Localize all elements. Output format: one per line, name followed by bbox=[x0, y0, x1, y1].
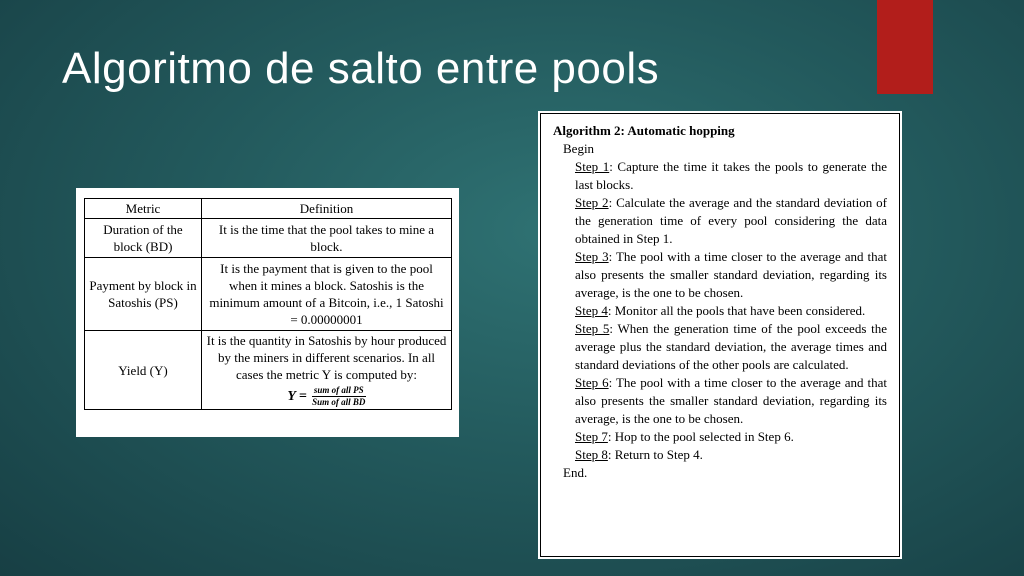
table-header-row bbox=[85, 199, 452, 219]
table-cell-metric: Yield (Y) bbox=[85, 331, 202, 410]
yield-definition-text: It is the quantity in Satoshis by hour produced by the miners in different scenarios. In all cases the metric Y is computed by: bbox=[206, 333, 447, 382]
table-row bbox=[85, 258, 452, 331]
algorithm-step bbox=[553, 302, 887, 320]
step-label: Step 2 bbox=[575, 195, 609, 210]
algorithm-step bbox=[553, 194, 887, 248]
step-label: Step 7 bbox=[575, 429, 608, 444]
table-row bbox=[85, 331, 452, 410]
formula-fraction bbox=[312, 385, 366, 408]
step-text: : When the generation time of the pool exceeds the average plus the standard deviation, the average times and standard deviations of the other pools are calculated. bbox=[575, 321, 887, 372]
algorithm-title: Algorithm 2: Automatic hopping bbox=[553, 123, 735, 138]
step-text: : The pool with a time closer to the average and that also presents the smaller standard deviation, regarding its average, is the one to be chosen. bbox=[575, 249, 887, 300]
step-label: Step 4 bbox=[575, 303, 608, 318]
formula-denominator: Sum of all BD bbox=[312, 397, 366, 407]
table-cell-definition bbox=[202, 331, 452, 410]
step-label: Step 1 bbox=[575, 159, 610, 174]
algorithm-begin: Begin bbox=[563, 141, 595, 156]
step-label: Step 8 bbox=[575, 447, 608, 462]
formula-lhs: Y = bbox=[287, 389, 307, 404]
formula-numerator: sum of all PS bbox=[313, 385, 364, 395]
table-cell-definition: It is the payment that is given to the pool when it mines a block. Satoshis is the minimum amount of a Bitcoin, i.e., 1 Satoshi = 0.00000001 bbox=[202, 258, 452, 331]
table-cell-metric: Payment by block in Satoshis (PS) bbox=[85, 258, 202, 331]
yield-formula bbox=[287, 385, 365, 408]
algorithm-box bbox=[540, 113, 900, 557]
algorithm-image bbox=[538, 111, 902, 559]
metrics-table bbox=[84, 198, 452, 410]
algorithm-step bbox=[553, 446, 887, 464]
step-text: : Capture the time it takes the pools to generate the last blocks. bbox=[575, 159, 887, 192]
column-header-metric: Metric bbox=[85, 199, 202, 219]
algorithm-step bbox=[553, 374, 887, 428]
table-cell-definition: It is the time that the pool takes to mine a block. bbox=[202, 219, 452, 258]
step-text: : The pool with a time closer to the average and that also presents the smaller standard deviation, regarding its average, is the one to be chosen. bbox=[575, 375, 887, 426]
slide-title: Algoritmo de salto entre pools bbox=[62, 44, 660, 93]
step-text: : Hop to the pool selected in Step 6. bbox=[607, 429, 794, 444]
algorithm-step bbox=[553, 428, 887, 446]
step-label: Step 6 bbox=[575, 375, 609, 390]
step-text: : Return to Step 4. bbox=[607, 447, 703, 462]
algorithm-step bbox=[553, 248, 887, 302]
step-label: Step 3 bbox=[575, 249, 609, 264]
step-text: : Monitor all the pools that have been considered. bbox=[607, 303, 866, 318]
algorithm-end: End. bbox=[563, 465, 588, 480]
table-row bbox=[85, 219, 452, 258]
algorithm-step bbox=[553, 158, 887, 194]
step-text: : Calculate the average and the standard deviation of the generation time of every pool considering the data obtained in Step 1. bbox=[575, 195, 887, 246]
step-label: Step 5 bbox=[575, 321, 610, 336]
algorithm-step bbox=[553, 320, 887, 374]
table-cell-metric: Duration of the block (BD) bbox=[85, 219, 202, 258]
metrics-table-image bbox=[76, 188, 459, 437]
accent-bar bbox=[877, 0, 933, 94]
column-header-definition: Definition bbox=[202, 199, 452, 219]
